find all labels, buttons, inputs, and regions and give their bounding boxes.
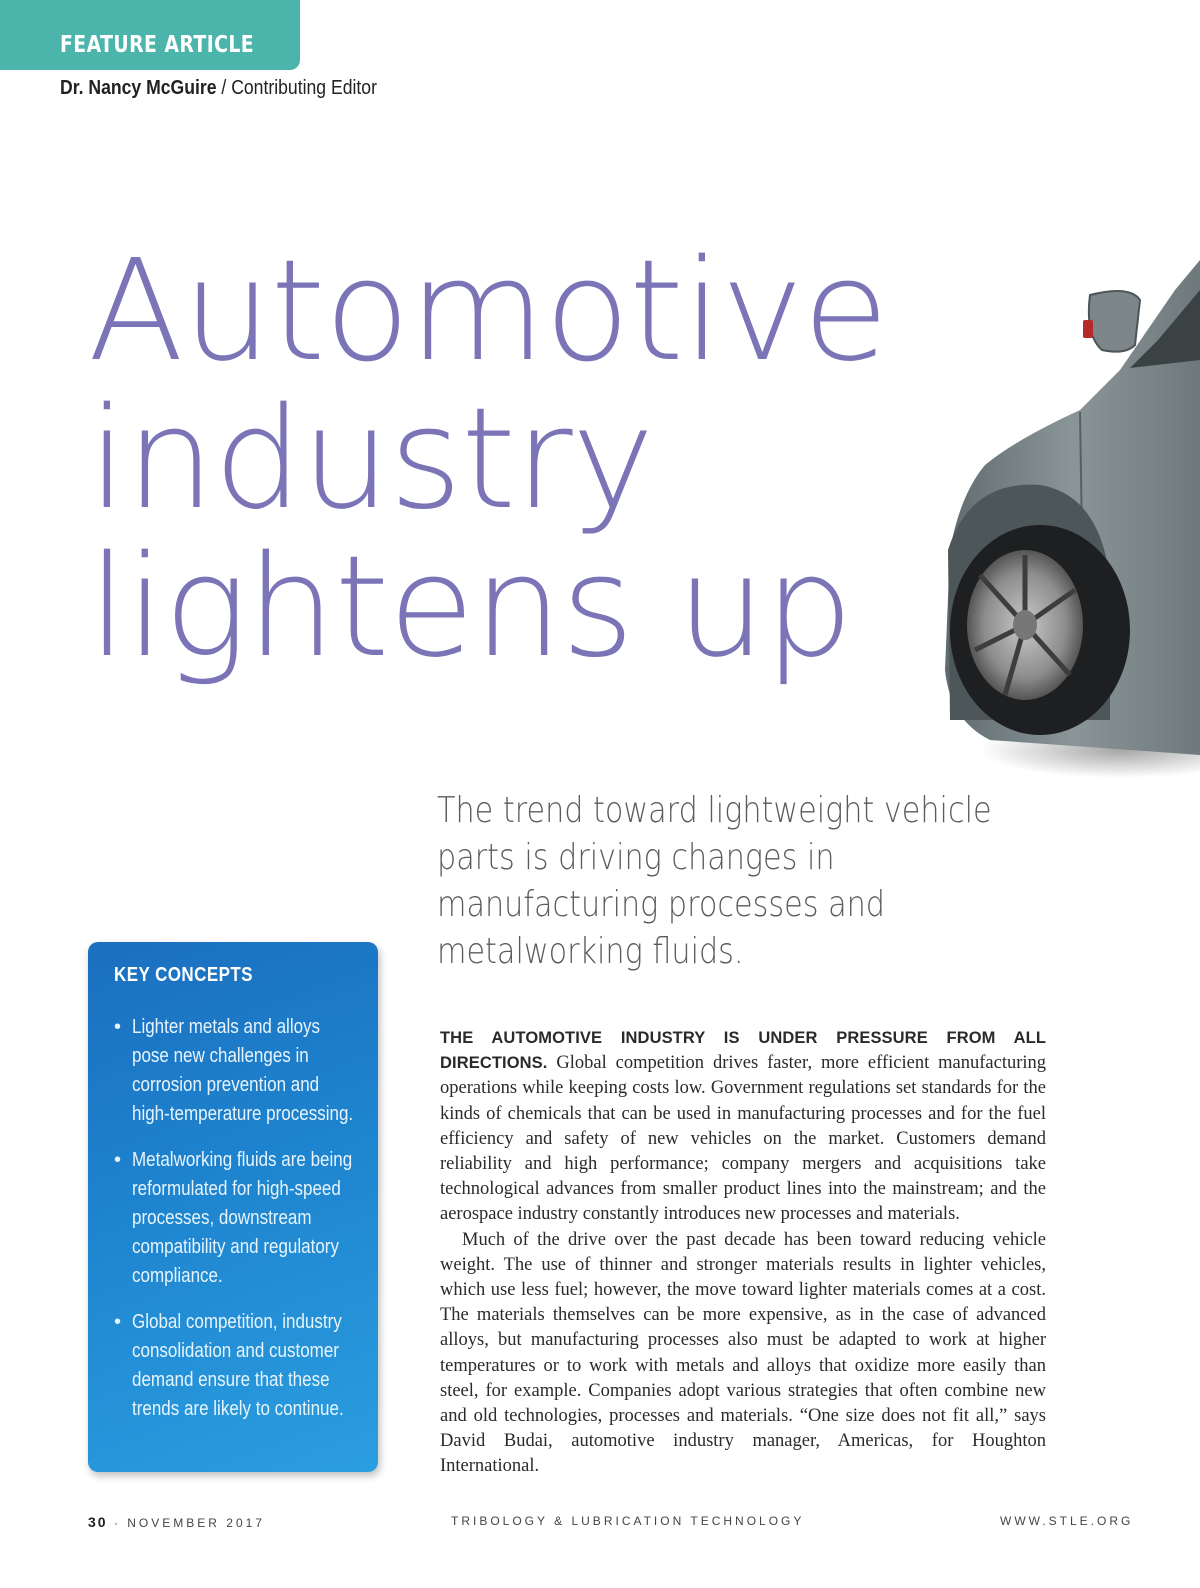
- article-headline: [88, 230, 888, 689]
- publication-name: TRIBOLOGY & LUBRICATION TECHNOLOGY: [451, 1514, 805, 1528]
- headline-line-3: lightens up: [88, 526, 853, 689]
- key-concept-text: Metalworking fluids are being reformulated for high-speed processes, downstream compatibility and regulatory compliance.: [132, 1149, 353, 1287]
- bullet-icon: •: [114, 1311, 122, 1333]
- page-number: 30: [88, 1514, 108, 1530]
- key-concept-text: Global competition, industry consolidation and customer demand ensure that these trends are likely to continue.: [132, 1311, 344, 1420]
- byline: [60, 77, 377, 100]
- author-role: Contributing Editor: [231, 77, 377, 99]
- key-concept-item: [114, 1146, 356, 1291]
- key-concepts-title: KEY CONCEPTS: [114, 964, 253, 986]
- bullet-icon: •: [114, 1016, 122, 1038]
- article-subtitle: The trend toward lightweight vehicle parts is driving changes in manufacturing processes and metalworking fluids.: [437, 790, 992, 972]
- article-body: [440, 1026, 1046, 1480]
- bullet-icon: •: [114, 1149, 122, 1171]
- headline-line-1: Automotive: [88, 230, 888, 393]
- headline-line-2: industry: [88, 378, 654, 541]
- body-paragraph: [440, 1026, 1046, 1228]
- footer-dot: ·: [113, 1516, 121, 1530]
- key-concept-item: [114, 1013, 356, 1129]
- car-image: [930, 250, 1200, 810]
- website: WWW.STLE.ORG: [1000, 1514, 1134, 1528]
- key-concept-text: Lighter metals and alloys pose new challenges in corrosion prevention and high-temperature processing.: [132, 1016, 354, 1125]
- lead-in: THE AUTOMOTIVE INDUSTRY IS UNDER PRESSURE FROM ALL DIRECTIONS.: [440, 1029, 1046, 1073]
- section-label: FEATURE ARTICLE: [60, 32, 255, 58]
- footer-left: [88, 1514, 265, 1530]
- byline-separator: /: [221, 77, 227, 99]
- key-concepts-box: [88, 942, 378, 1472]
- key-concept-item: [114, 1308, 356, 1424]
- paragraph-text: Global competition drives faster, more efficient manufacturing operations while keeping costs low. Government regulations set standards for the kinds of chemicals that can be used in manufacturing processes and for the fuel efficiency and safety of new vehicles on the market. Customers demand reliability and high performance; company mergers and acquisitions take technological advances from smaller product lines into the mainstream; and the aerospace industry constantly introduces new processes and materials.: [440, 1053, 1047, 1225]
- body-paragraph: Much of the drive over the past decade has been toward reducing vehicle weight. The use of thinner and stronger materials results in lighter vehicles, which use less fuel; however, the move toward lighter materials comes at a cost. The materials themselves can be more expensive, as in the case of advanced alloys, but manufacturing processes also must be adapted to work at higher temperatures or to work with metals and alloys that oxidize more easily than steel, for example. Companies adopt various strategies that often combine new and old technologies, processes and materials. “One size does not fit all,” says David Budai, automotive industry manager, Americas, for Houghton International.: [440, 1229, 1046, 1477]
- author-name: Dr. Nancy McGuire: [60, 77, 217, 99]
- section-tab: [0, 0, 300, 70]
- issue-date: NOVEMBER 2017: [127, 1516, 265, 1530]
